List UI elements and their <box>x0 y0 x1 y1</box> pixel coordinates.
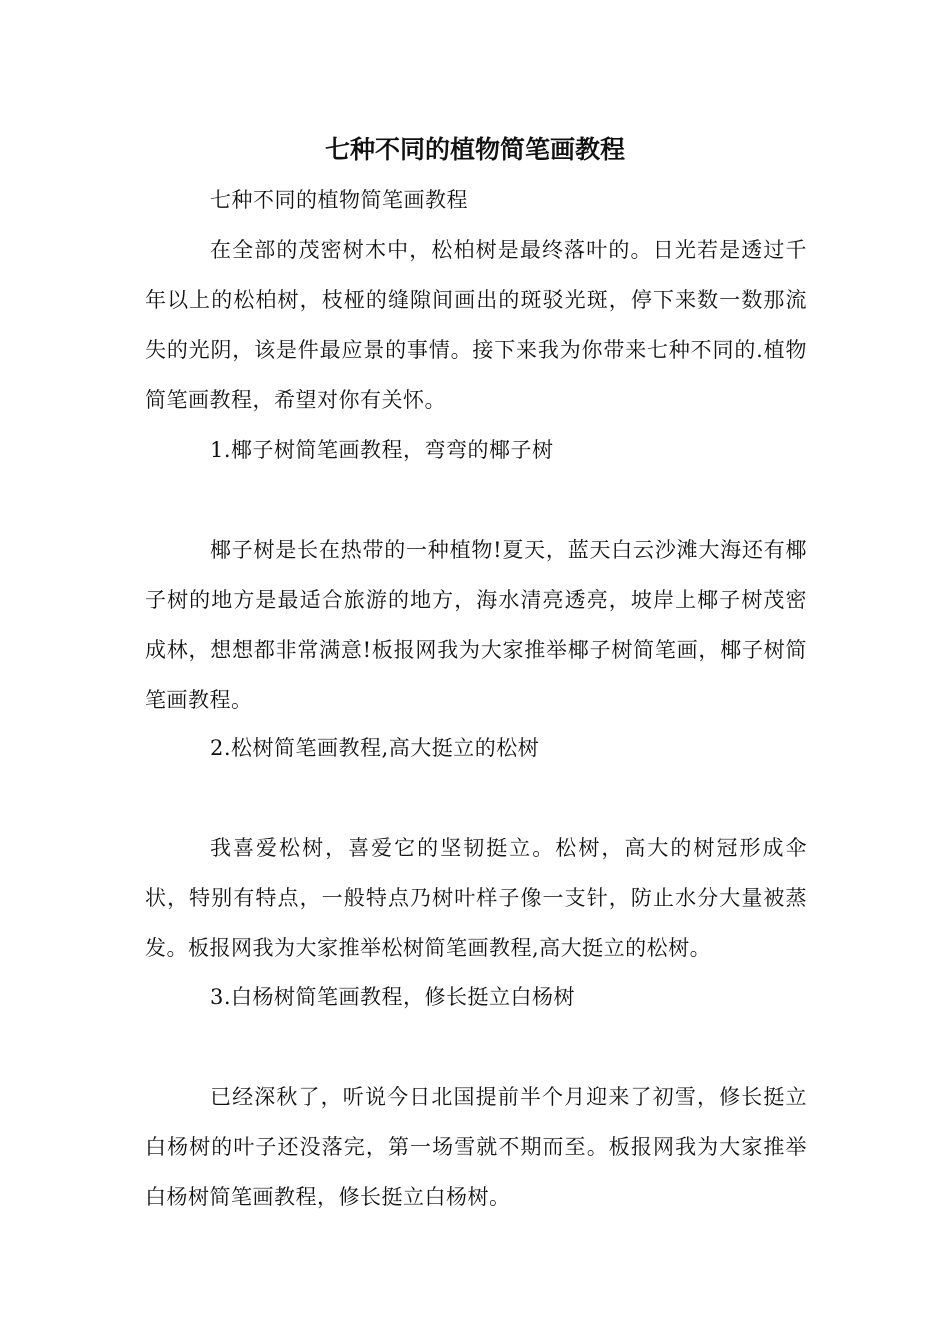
paragraph-poplar-tree: 已经深秋了，听说今日北国提前半个月迎来了初雪，修长挺立白杨树的叶子还没落完，第一场雪就不期而至。板报网我为大家推举白杨树简笔画教程，修长挺立白杨树。 <box>145 1085 807 1209</box>
heading-coconut-tree: 1.椰子树简笔画教程，弯弯的椰子树 <box>210 438 554 462</box>
heading-pine-tree: 2.松树简笔画教程,高大挺立的松树 <box>210 736 540 760</box>
heading-poplar-tree: 3.白杨树简笔画教程，修长挺立白杨树 <box>210 985 576 1009</box>
paragraph-coconut-tree: 椰子树是长在热带的一种植物!夏天，蓝天白云沙滩大海还有椰子树的地方是最适合旅游的地方，海水清亮透亮，坡岸上椰子树茂密成林，想想都非常满意!板报网我为大家推举椰子树简笔画，椰子树简笔画教程。 <box>145 538 807 712</box>
paragraph-subtitle: 七种不同的植物简笔画教程 <box>210 188 468 212</box>
paragraph-pine-tree: 我喜爱松树，喜爱它的坚韧挺立。松树，高大的树冠形成伞状，特别有特点，一般特点乃树叶样子像一支针，防止水分大量被蒸发。板报网我为大家推举松树简笔画教程,高大挺立的松树。 <box>145 836 807 960</box>
paragraph-intro: 在全部的茂密树木中，松柏树是最终落叶的。日光若是透过千年以上的松柏树，枝桠的缝隙间画出的斑驳光斑，停下来数一数那流失的光阴，该是件最应景的事情。接下来我为你带来七种不同的.植物简笔画教程，希望对你有关怀。 <box>145 238 807 412</box>
page-title: 七种不同的植物简笔画教程 <box>324 135 625 164</box>
